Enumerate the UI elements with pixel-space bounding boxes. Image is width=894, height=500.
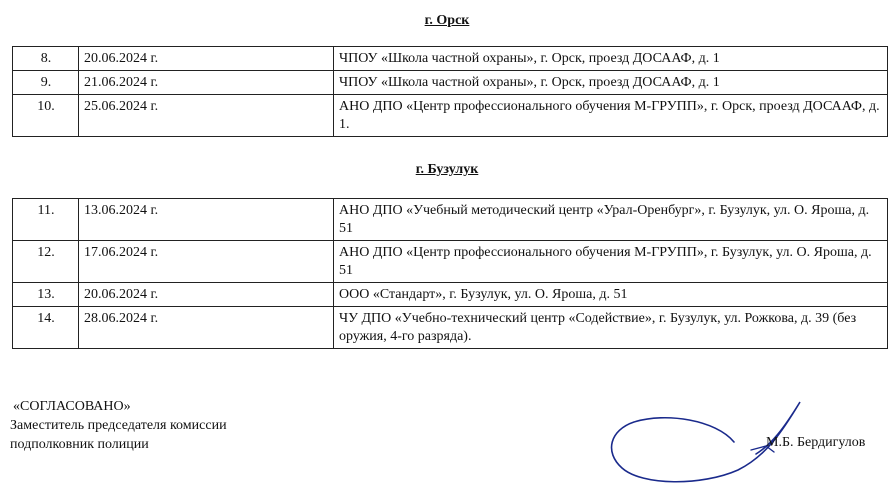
- signatory-name: М.Б. Бердигулов: [766, 435, 866, 450]
- row-number: 11.: [13, 199, 79, 241]
- table-row: [13, 199, 888, 241]
- row-place: ООО «Стандарт», г. Бузулук, ул. О. Яроша, д. 51: [334, 283, 888, 307]
- row-number: 14.: [13, 307, 79, 349]
- row-place: ЧПОУ «Школа частной охраны», г. Орск, проезд ДОСААФ, д. 1: [334, 47, 888, 71]
- table-row: [13, 307, 888, 349]
- approval-position: Заместитель председателя комиссии: [10, 418, 227, 433]
- section-heading-orsk: г. Орск: [424, 13, 470, 28]
- row-date: 20.06.2024 г.: [79, 283, 334, 307]
- row-place: ЧУ ДПО «Учебно-технический центр «Содействие», г. Бузулук, ул. Рожкова, д. 39 (без оружия, 4-го разряда).: [334, 307, 888, 349]
- schedule-table-orsk: [12, 46, 888, 137]
- row-date: 21.06.2024 г.: [79, 71, 334, 95]
- approval-block: [10, 397, 227, 454]
- row-number: 12.: [13, 241, 79, 283]
- row-place: АНО ДПО «Учебный методический центр «Урал-Оренбург», г. Бузулук, ул. О. Яроша, д. 51: [334, 199, 888, 241]
- row-date: 20.06.2024 г.: [79, 47, 334, 71]
- row-date: 25.06.2024 г.: [79, 95, 334, 137]
- row-date: 17.06.2024 г.: [79, 241, 334, 283]
- table-row: [13, 241, 888, 283]
- row-number: 13.: [13, 283, 79, 307]
- row-place: ЧПОУ «Школа частной охраны», г. Орск, проезд ДОСААФ, д. 1: [334, 71, 888, 95]
- schedule-table-buzuluk: [12, 198, 888, 349]
- row-number: 8.: [13, 47, 79, 71]
- table-row: [13, 95, 888, 137]
- row-number: 10.: [13, 95, 79, 137]
- row-date: 13.06.2024 г.: [79, 199, 334, 241]
- approval-rank: подполковник полиции: [10, 437, 149, 452]
- section-heading-buzuluk: г. Бузулук: [415, 162, 479, 177]
- row-place: АНО ДПО «Центр профессионального обучения М-ГРУПП», г. Бузулук, ул. О. Яроша, д. 51: [334, 241, 888, 283]
- row-number: 9.: [13, 71, 79, 95]
- table-row: [13, 283, 888, 307]
- table-row: [13, 71, 888, 95]
- row-place: АНО ДПО «Центр профессионального обучения М-ГРУПП», г. Орск, проезд ДОСААФ, д. 1.: [334, 95, 888, 137]
- table-row: [13, 47, 888, 71]
- row-date: 28.06.2024 г.: [79, 307, 334, 349]
- approval-title: «СОГЛАСОВАНО»: [13, 399, 131, 414]
